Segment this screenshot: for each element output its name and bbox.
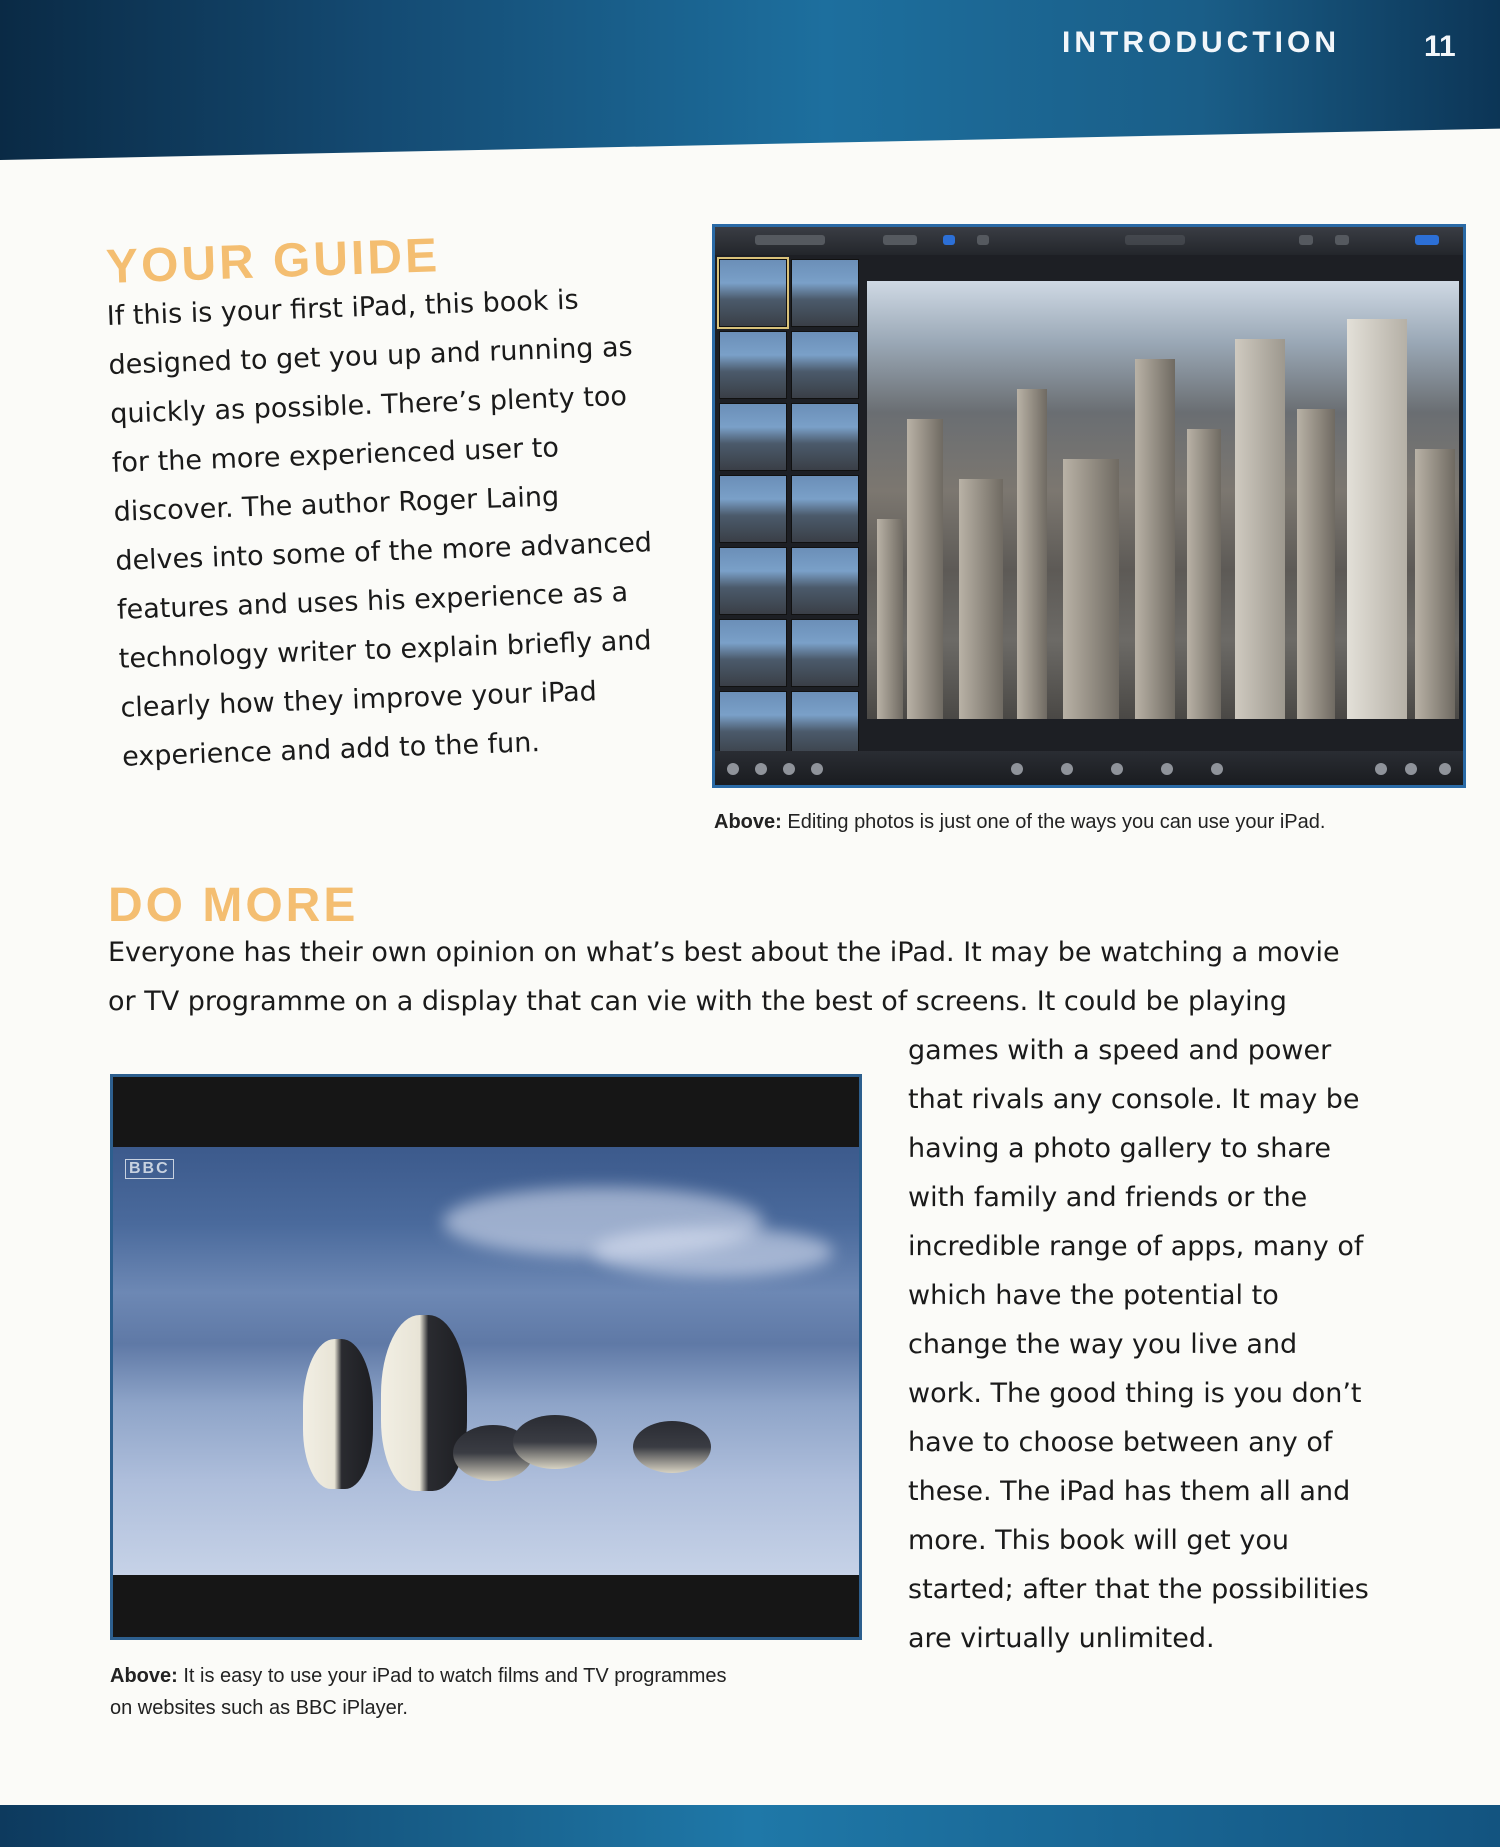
do-more-continued-paragraph: games with a speed and power that rivals any console. It may be having a photo gallery to share with family and friends or the incredible range of apps, many of which have the potential to change the way you live and work. The good thing is you don’t have to choose between any of these. The iPad has them all and more. This book will get you started; after that the possibilities are virtually unlimited. [908,1035,1369,1654]
city-aerial-photo [867,281,1459,719]
page-number: 11 [1424,30,1456,63]
your-guide-heading: YOUR GUIDE [105,229,441,294]
caption-label: Above: [714,811,782,833]
footer-band [0,1805,1500,1847]
screenshot-toolbar [715,227,1463,255]
penguin-video-frame [113,1147,859,1575]
bbc-logo: BBC [125,1159,174,1179]
screenshot-tool-bar [715,751,1463,785]
bbc-iplayer-caption [110,1660,750,1724]
do-more-heading: DO MORE [108,879,359,932]
do-more-lead-paragraph: Everyone has their own opinion on what’s best about the iPad. It may be watching a movie or TV programme on a display that can vie with the best of screens. It could be playing [108,937,1340,1017]
running-head: INTRODUCTION [1062,26,1340,59]
caption-text: It is easy to use your iPad to watch films and TV programmes on websites such as BBC iPlayer. [110,1665,727,1719]
caption-text: Editing photos is just one of the ways you can use your iPad. [781,811,1326,833]
photo-editing-caption [714,806,1354,838]
caption-label: Above: [110,1665,178,1687]
photo-editing-screenshot [712,224,1466,788]
your-guide-paragraph: If this is your first iPad, this book is designed to get you up and running as quickly as possible. There’s plenty too for the more experienced user to discover. The author Roger Laing delves into some of the more advanced features and uses his experience as a technology writer to explain briefly and clearly how they improve your iPad experience and add to the fun. [106,284,653,773]
photo-thumbnail-strip [719,259,861,751]
bbc-iplayer-screenshot [110,1074,862,1640]
